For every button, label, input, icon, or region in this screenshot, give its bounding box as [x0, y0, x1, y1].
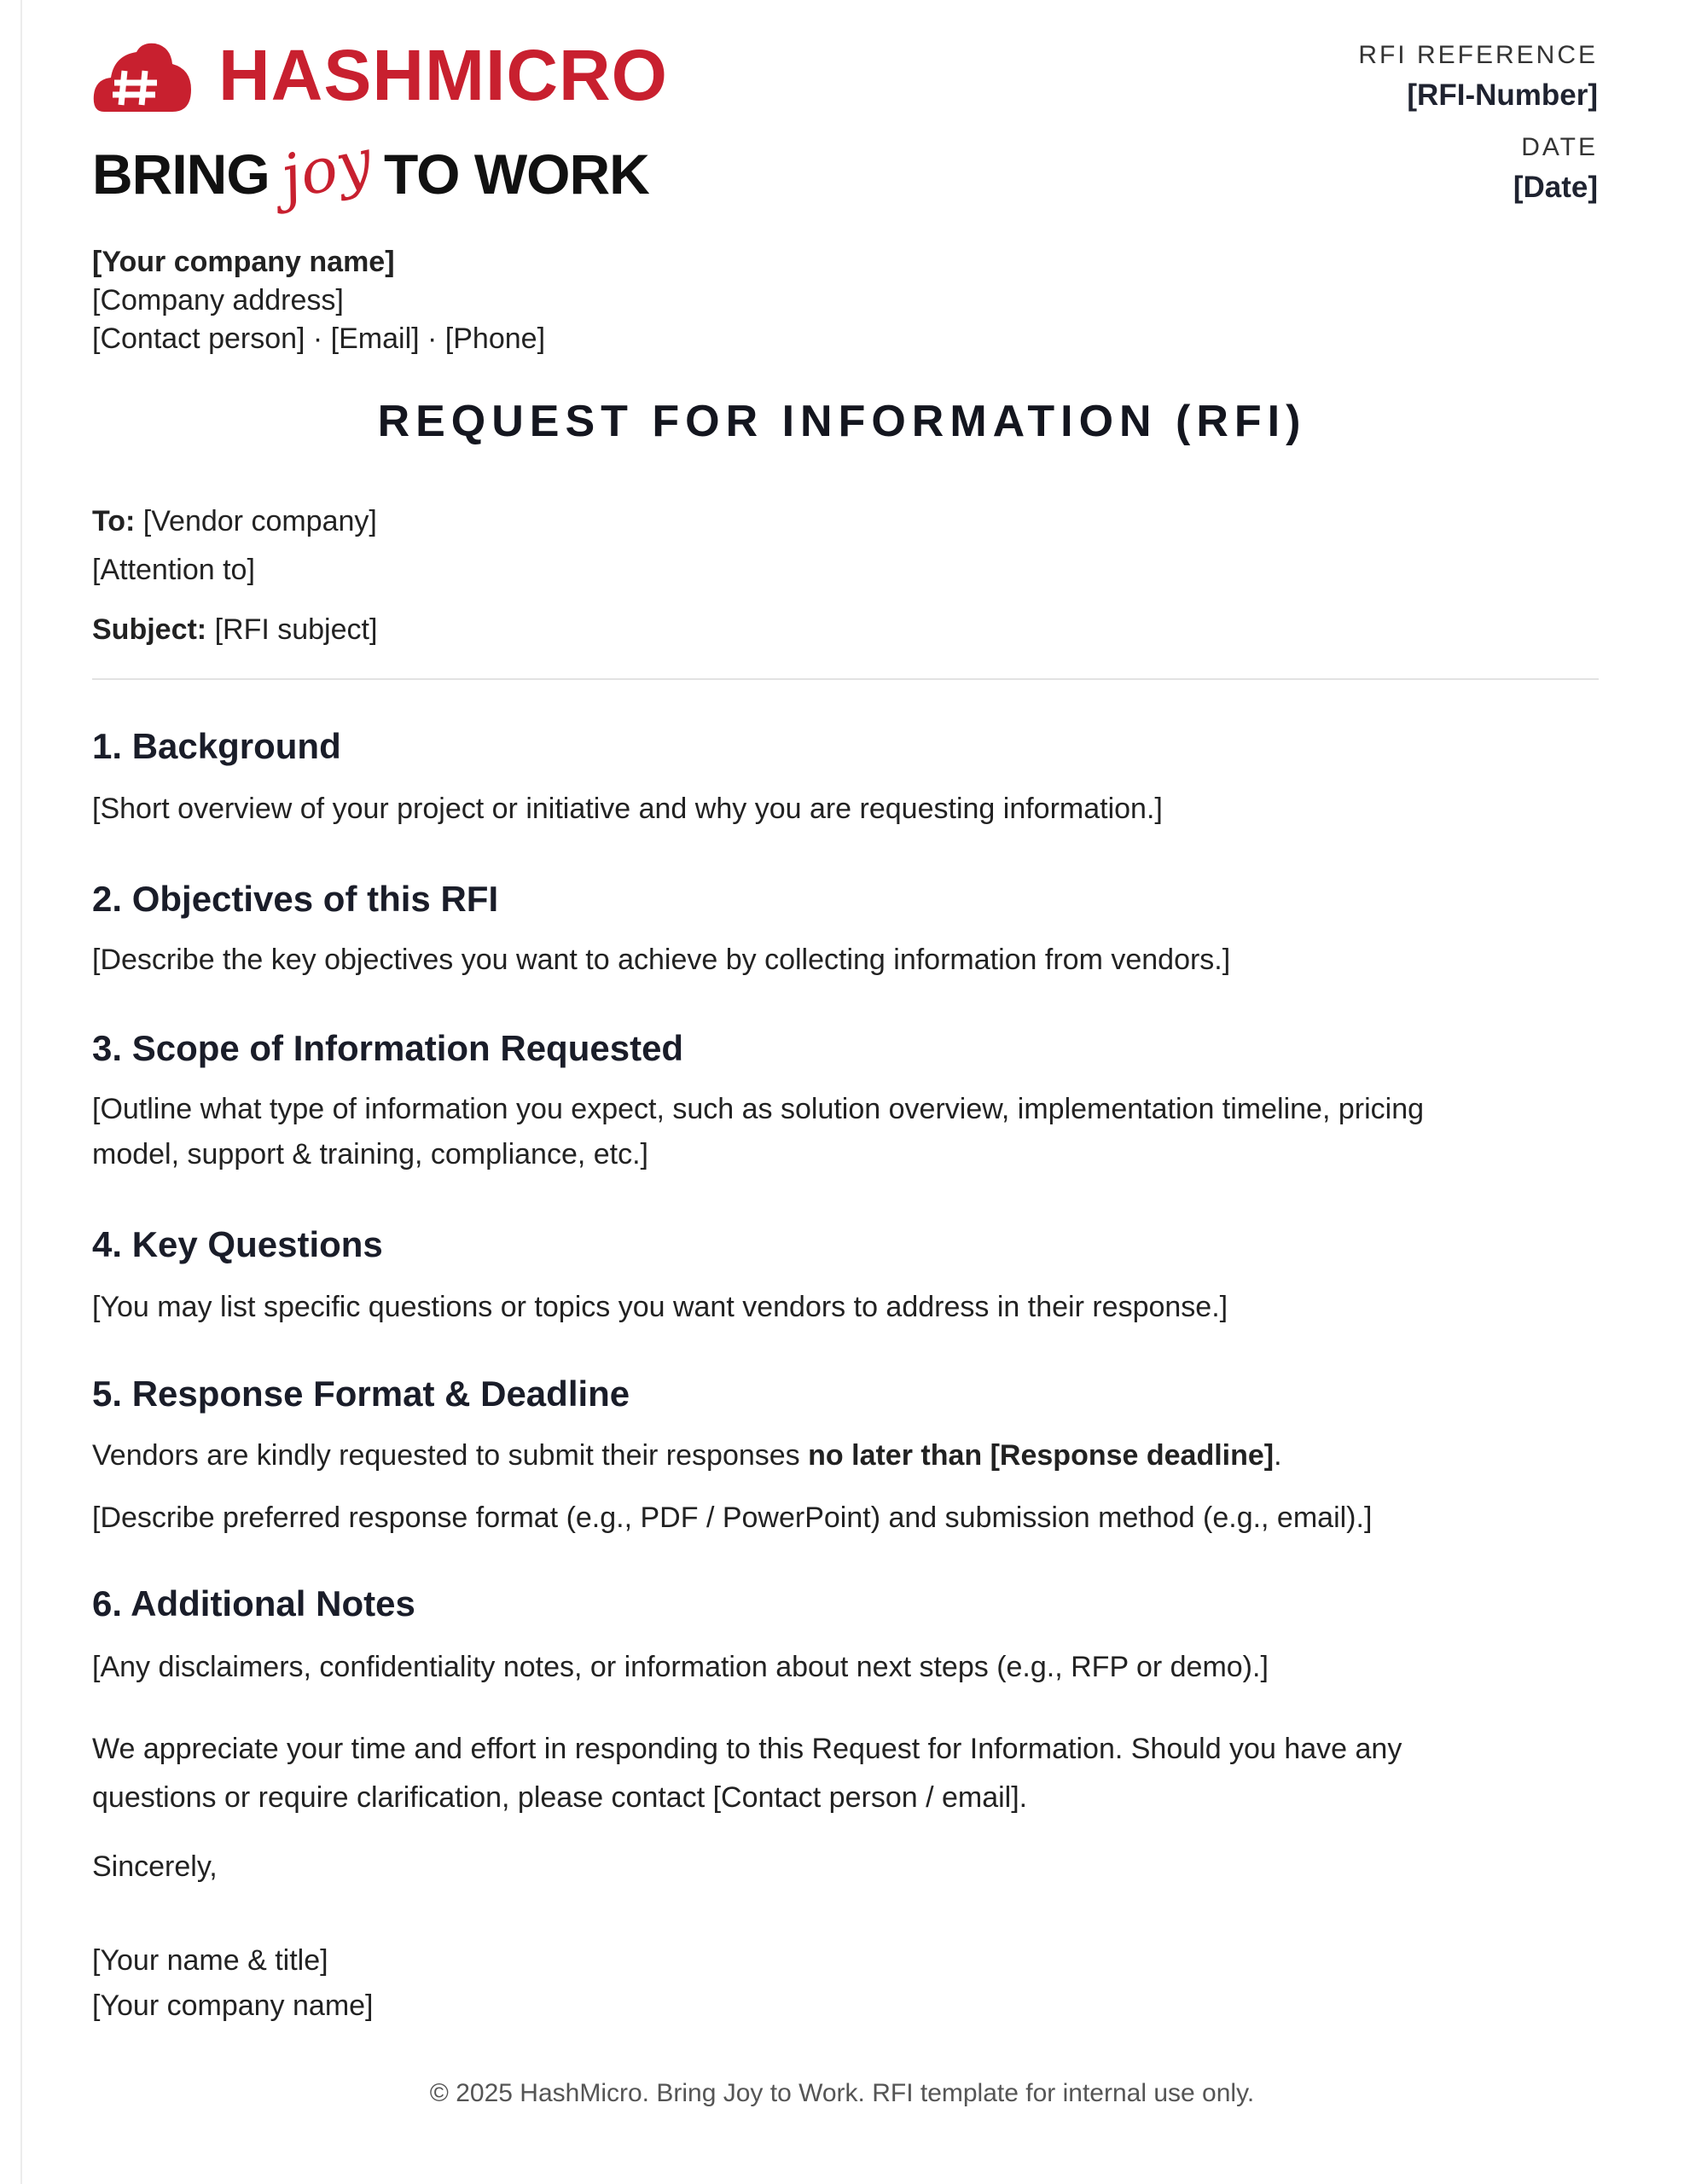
section-text: [Outline what type of information you expect, such as solution overview, implementation timeline, pricing [92, 1093, 1425, 1125]
section-heading: 3. Scope of Information Requested [92, 1028, 684, 1068]
sender-contact: [Contact person] · [Email] · [Phone] [92, 322, 546, 355]
tagline-script: joy [274, 124, 378, 214]
tagline-before: BRING [92, 142, 270, 206]
closing-text: We appreciate your time and effort in responding to this Request for Information. Should you have any [92, 1733, 1402, 1765]
date-value: [Date] [1513, 171, 1598, 204]
section-heading: 1. Background [92, 726, 341, 766]
to-label: To: [92, 505, 136, 537]
section-text: model, support & training, compliance, etc.] [92, 1138, 648, 1170]
section-text: [Describe preferred response format (e.g., PDF / PowerPoint) and submission method (e.g., email).] [92, 1502, 1373, 1534]
subject-label: Subject: [92, 613, 207, 646]
signer-name: [Your name & title] [92, 1944, 328, 1977]
section-text: [Any disclaimers, confidentiality notes, or information about next steps (e.g., RFP or demo).] [92, 1651, 1269, 1683]
logo [92, 34, 668, 117]
tagline [92, 124, 649, 214]
subject-value: [RFI subject] [206, 613, 378, 646]
section-heading: 4. Key Questions [92, 1224, 383, 1264]
hashmicro-cloud-icon [92, 40, 195, 112]
sender-address: [Company address] [92, 284, 344, 317]
footer: © 2025 HashMicro. Bring Joy to Work. RFI template for internal use only. [429, 2079, 1255, 2107]
sender-company: [Your company name] [92, 246, 395, 278]
divider [92, 678, 1599, 680]
section-heading: 2. Objectives of this RFI [92, 879, 499, 919]
signer-company: [Your company name] [92, 1989, 374, 2022]
closing-text: questions or require clarification, please contact [Contact person / email]. [92, 1781, 1028, 1814]
tagline-after: TO WORK [384, 142, 649, 206]
subject [92, 613, 377, 647]
section-text [92, 1439, 1282, 1472]
text-run: Vendors are kindly requested to submit their responses [92, 1439, 809, 1472]
section-heading: 5. Response Format & Deadline [92, 1374, 630, 1414]
deadline-emphasis: no later than [Response deadline] [808, 1439, 1275, 1472]
rfi-reference-label: RFI REFERENCE [1358, 41, 1598, 69]
salutation: Sincerely, [92, 1850, 218, 1883]
to-value: [Vendor company] [135, 505, 377, 537]
page-edge [20, 0, 22, 2184]
section-text: [You may list specific questions or topics you want vendors to address in their response.] [92, 1291, 1228, 1323]
section-text: [Short overview of your project or initiative and why you are requesting information.] [92, 793, 1163, 825]
section-text: [Describe the key objectives you want to achieve by collecting information from vendors.] [92, 944, 1231, 976]
brand-name: HASHMICRO [218, 35, 668, 115]
section-heading: 6. Additional Notes [92, 1583, 415, 1623]
rfi-reference-value: [RFI-Number] [1407, 78, 1598, 112]
page-title: REQUEST FOR INFORMATION (RFI) [377, 397, 1307, 446]
recipient-attention: [Attention to] [92, 554, 255, 586]
recipient-to [92, 505, 377, 538]
date-label: DATE [1521, 133, 1598, 161]
text-run: . [1274, 1439, 1282, 1472]
